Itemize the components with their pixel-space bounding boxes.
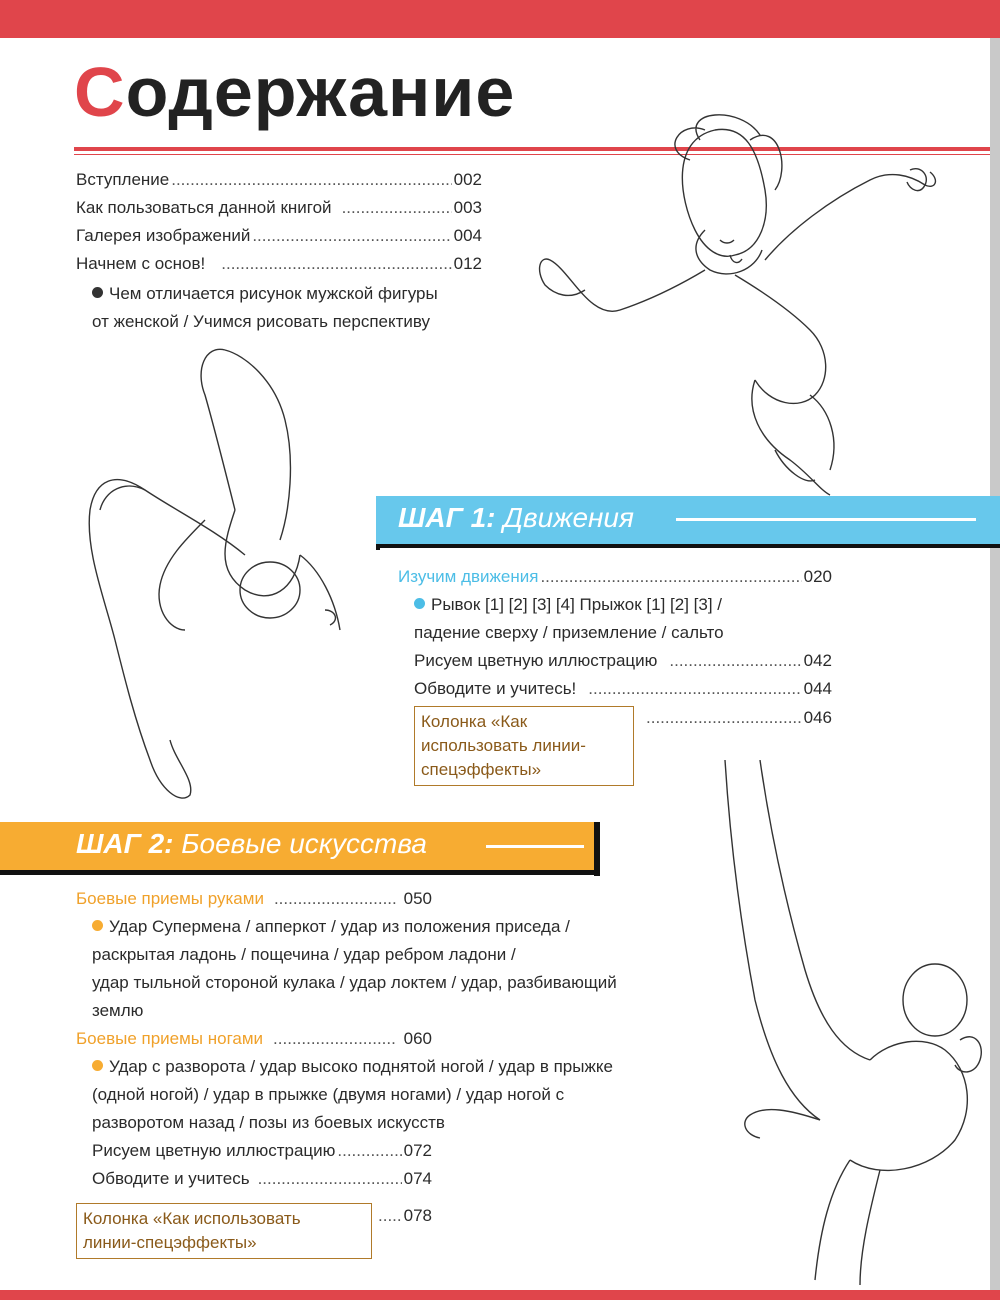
step1-subtopics — [398, 591, 832, 647]
toc-entry-page: 072 — [403, 1141, 432, 1160]
toc-section-label: Боевые приемы руками — [76, 889, 264, 908]
column-title-line: использовать линии- — [421, 736, 586, 755]
toc-entry-label: Как пользоваться данной книгой — [76, 198, 332, 217]
subtopic-text: Удар с разворота / удар высоко поднятой ногой / удар в прыжке — [109, 1057, 613, 1076]
leader-dots — [337, 1137, 401, 1165]
leader-dots — [221, 250, 451, 278]
subtopic-text: разворотом назад / позы из боевых искусств — [92, 1113, 445, 1132]
step2-heading — [76, 828, 427, 860]
toc-entry[interactable] — [414, 675, 832, 703]
toc-entry[interactable] — [76, 194, 482, 222]
step1-column-box[interactable] — [414, 706, 634, 786]
leader-dots — [669, 647, 801, 675]
step2-hands-subtopics — [76, 913, 696, 1025]
top-red-bar — [0, 0, 1000, 38]
toc-entry-page: 012 — [453, 254, 482, 273]
step2-legs-subtopics — [76, 1053, 696, 1137]
banner-shadow — [376, 544, 1000, 548]
leader-dots — [258, 1165, 402, 1193]
step2-column-page[interactable] — [376, 1202, 432, 1230]
toc-section-label: Изучим движения — [398, 567, 539, 586]
subtopic-text: Рывок [1] [2] [3] [4] Прыжок [1] [2] [3] / — [431, 595, 722, 614]
step1-number: ШАГ 1: — [398, 502, 496, 533]
banner-shadow — [594, 822, 600, 876]
bullet-icon — [92, 287, 103, 298]
toc-entry-page: 002 — [453, 170, 482, 189]
jumping-girl-illustration — [530, 110, 960, 500]
toc-entry-label: Вступление — [76, 170, 170, 189]
toc-entry-page: 020 — [803, 567, 832, 586]
high-kick-figure-illustration — [710, 760, 990, 1290]
toc-entry-label: Обводите и учитесь! — [414, 679, 577, 698]
page-edge — [990, 38, 1000, 1290]
banner-speed-line — [486, 845, 584, 848]
toc-entry-label: Рисуем цветную иллюстрацию — [414, 651, 658, 670]
title-rest: одержание — [125, 53, 516, 131]
step2-title: Боевые искусства — [181, 828, 427, 859]
leader-dots — [171, 166, 451, 194]
toc-entry-label: Галерея изображений — [76, 226, 251, 245]
column-title-line: линии-спецэффекты» — [83, 1233, 257, 1252]
intro-toc — [76, 166, 482, 336]
step2-column-box[interactable] — [76, 1203, 372, 1259]
toc-entry-label: Рисуем цветную иллюстрацию — [92, 1141, 336, 1160]
leader-dots — [588, 675, 801, 703]
leader-dots — [378, 1202, 402, 1230]
toc-entry[interactable] — [76, 885, 432, 913]
toc-entry[interactable] — [414, 647, 832, 675]
leader-dots — [252, 222, 451, 250]
toc-entry-page: 074 — [403, 1169, 432, 1188]
column-title-line: Колонка «Как использовать — [83, 1209, 301, 1228]
bottom-red-bar — [0, 1290, 1000, 1300]
subtopic-text: землю — [92, 1001, 144, 1020]
subtopic-text: Удар Супермена / апперкот / удар из положения приседа / — [109, 917, 570, 936]
step2-banner — [0, 822, 600, 878]
toc-entry-page: 003 — [453, 198, 482, 217]
toc-entry[interactable] — [76, 250, 482, 278]
bullet-icon — [92, 1060, 103, 1071]
step1-toc — [398, 563, 832, 703]
toc-entry-page: 046 — [803, 708, 832, 727]
toc-entry[interactable] — [398, 563, 832, 591]
toc-entry-page: 044 — [803, 679, 832, 698]
step2-toc — [76, 885, 696, 1193]
toc-entry[interactable] — [92, 1137, 432, 1165]
step2-number: ШАГ 2: — [76, 828, 174, 859]
leader-dots — [540, 563, 801, 591]
toc-entry-page: 050 — [403, 889, 432, 908]
leader-dots — [342, 194, 452, 222]
toc-entry-label: Обводите и учитесь — [92, 1169, 250, 1188]
leader-dots — [646, 704, 802, 732]
banner-speed-line — [676, 518, 976, 521]
subtopic-text: раскрытая ладонь / пощечина / удар ребром ладони / — [92, 945, 516, 964]
banner-shadow — [0, 870, 600, 875]
column-title-line: спецэффекты» — [421, 760, 542, 779]
subtopic-text: от женской / Учимся рисовать перспективу — [92, 312, 431, 331]
subtopic-text: удар тыльной стороной кулака / удар локтем / удар, разбивающий — [92, 973, 617, 992]
page-title — [74, 52, 515, 132]
toc-entry[interactable] — [92, 1165, 432, 1193]
step1-heading — [398, 502, 634, 534]
title-first-letter: С — [74, 53, 126, 131]
subtopic-text: падение сверху / приземление / сальто — [414, 623, 724, 642]
bullet-icon — [92, 920, 103, 931]
step1-column-page[interactable] — [644, 704, 832, 732]
intro-subtopics — [76, 280, 482, 336]
toc-section-label: Боевые приемы ногами — [76, 1029, 264, 1048]
step1-banner — [376, 496, 1000, 550]
toc-entry-page: 042 — [803, 651, 832, 670]
leader-dots — [274, 885, 396, 913]
toc-entry-label: Начнем с основ! — [76, 254, 206, 273]
bullet-icon — [414, 598, 425, 609]
toc-entry[interactable] — [76, 166, 482, 194]
toc-entry[interactable] — [76, 222, 482, 250]
toc-entry[interactable] — [76, 1025, 432, 1053]
leader-dots — [273, 1025, 396, 1053]
column-title-line: Колонка «Как — [421, 712, 528, 731]
subtopic-text: (одной ногой) / удар в прыжке (двумя ногами) / удар ногой с — [92, 1085, 565, 1104]
toc-entry-page: 004 — [453, 226, 482, 245]
toc-entry-page: 078 — [403, 1206, 432, 1225]
toc-entry-page: 060 — [403, 1029, 432, 1048]
handstand-figure-illustration — [85, 340, 365, 810]
subtopic-text: Чем отличается рисунок мужской фигуры — [109, 284, 438, 303]
step1-title: Движения — [503, 502, 634, 533]
